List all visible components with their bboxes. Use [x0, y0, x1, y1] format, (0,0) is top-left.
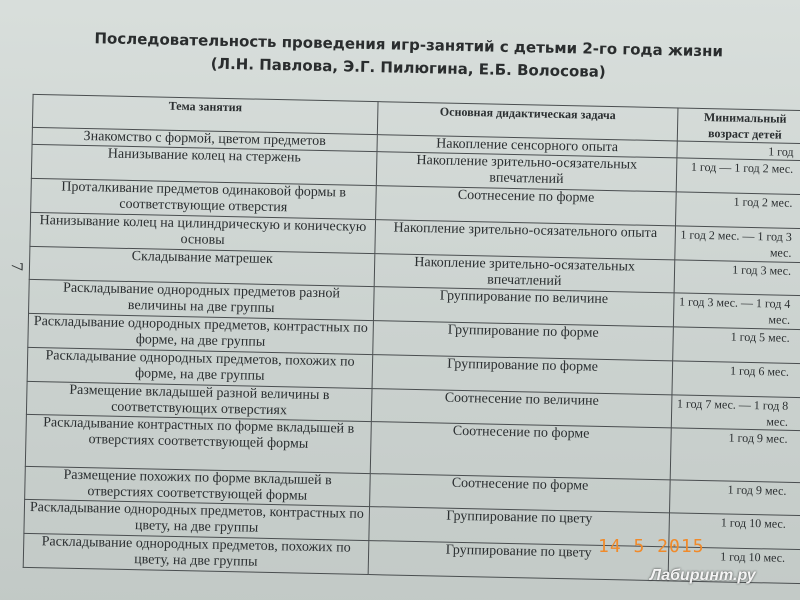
row-topic-cell: Раскладывание однородных предметов, контрастных по цвету, на две группы — [24, 499, 370, 540]
watermark-logo: Лабиринт.ру — [650, 567, 756, 584]
table-body — [23, 127, 800, 583]
games-table — [23, 94, 800, 584]
row-task-cell: Соотнесение по форме — [370, 422, 671, 480]
row-topic-cell: Складывание матрешек — [29, 246, 375, 286]
col-header-task: Основная дидактическая задача — [377, 102, 678, 141]
row-age-cell: 1 год 3 мес. — 1 год 4 мес. — [673, 293, 800, 330]
row-topic-cell: Раскладывание однородных предметов, похожих по цвету, на две группы — [23, 533, 369, 574]
row-topic-cell: Знакомство с формой, цветом предметов — [32, 127, 377, 151]
row-task-cell: Соотнесение по форме — [376, 186, 677, 226]
page-number: 7 — [7, 261, 26, 272]
date-stamp: 14 5 2015 — [598, 536, 705, 557]
col-header-topic: Тема занятия — [32, 94, 378, 134]
row-task-cell: Соотнесение по величине — [371, 389, 672, 428]
row-age-cell: 1 год 10 мес. — [668, 547, 800, 584]
row-task-cell: Группирование по форме — [373, 321, 674, 361]
row-task-cell: Накопление сенсорного опыта — [377, 135, 677, 158]
row-topic-cell: Нанизывание колец на стержень — [31, 144, 377, 185]
row-topic-cell: Раскладывание контрастных по форме вкладышей в отверстиях соответствующей формы — [25, 414, 371, 473]
row-age-cell: 1 год — [677, 141, 800, 161]
row-age-cell: 1 год 6 мес. — [672, 361, 800, 398]
row-age-cell: 1 год 7 мес. — 1 год 8 мес. — [671, 395, 800, 431]
title-line-2: (Л.Н. Павлова, Э.Г. Пилюгина, Е.Б. Волосова) — [210, 54, 606, 81]
row-task-cell: Соотнесение по форме — [370, 474, 671, 513]
col-header-age: Минимальный возраст детей — [677, 108, 800, 144]
row-age-cell: 1 год 9 мес. — [669, 480, 800, 516]
row-age-cell: 1 год 5 мес. — [673, 327, 800, 364]
row-task-cell: Группирование по цвету — [368, 541, 669, 581]
row-task-cell: Накопление зрительно-осязательных впечатлений — [374, 254, 675, 293]
row-task-cell: Группирование по цвету — [369, 507, 670, 547]
row-task-cell: Группирование по форме — [372, 355, 673, 395]
row-topic-cell: Раскладывание однородных предметов, похожих по форме, на две группы — [27, 347, 373, 388]
row-topic-cell: Размещение вкладышей разной величины в соответствующих отверстиях — [26, 381, 372, 421]
row-age-cell: 1 год 10 мес. — [669, 513, 800, 550]
row-topic-cell: Размещение похожих по форме вкладышей в отверстиях соответствующей формы — [25, 466, 371, 506]
page-title — [48, 26, 769, 87]
row-age-cell: 1 год 2 мес. — [676, 192, 800, 229]
row-topic-cell: Раскладывание однородных предметов разной величины на две группы — [29, 279, 375, 320]
row-age-cell: 1 год 9 мес. — [670, 428, 800, 483]
row-topic-cell: Нанизывание колец на цилиндрическую и коническую основы — [30, 212, 376, 253]
row-age-cell: 1 год 2 мес. — 1 год 3 мес. — [675, 226, 800, 263]
row-task-cell: Группирование по величине — [373, 287, 674, 327]
row-age-cell: 1 год — 1 год 2 мес. — [676, 158, 800, 195]
title-line-1: Последовательность проведения игр-занятий с детьми 2-го года жизни — [94, 29, 724, 61]
row-topic-cell: Проталкивание предметов одинаковой формы в соответствующие отверстия — [31, 178, 377, 219]
row-task-cell: Накопление зрительно-осязательного опыта — [375, 220, 676, 260]
row-task-cell: Накопление зрительно-осязательных впечатлений — [376, 152, 677, 192]
row-age-cell: 1 год 3 мес. — [674, 260, 800, 296]
row-topic-cell: Раскладывание однородных предметов, контрастных по форме, на две группы — [28, 313, 374, 354]
